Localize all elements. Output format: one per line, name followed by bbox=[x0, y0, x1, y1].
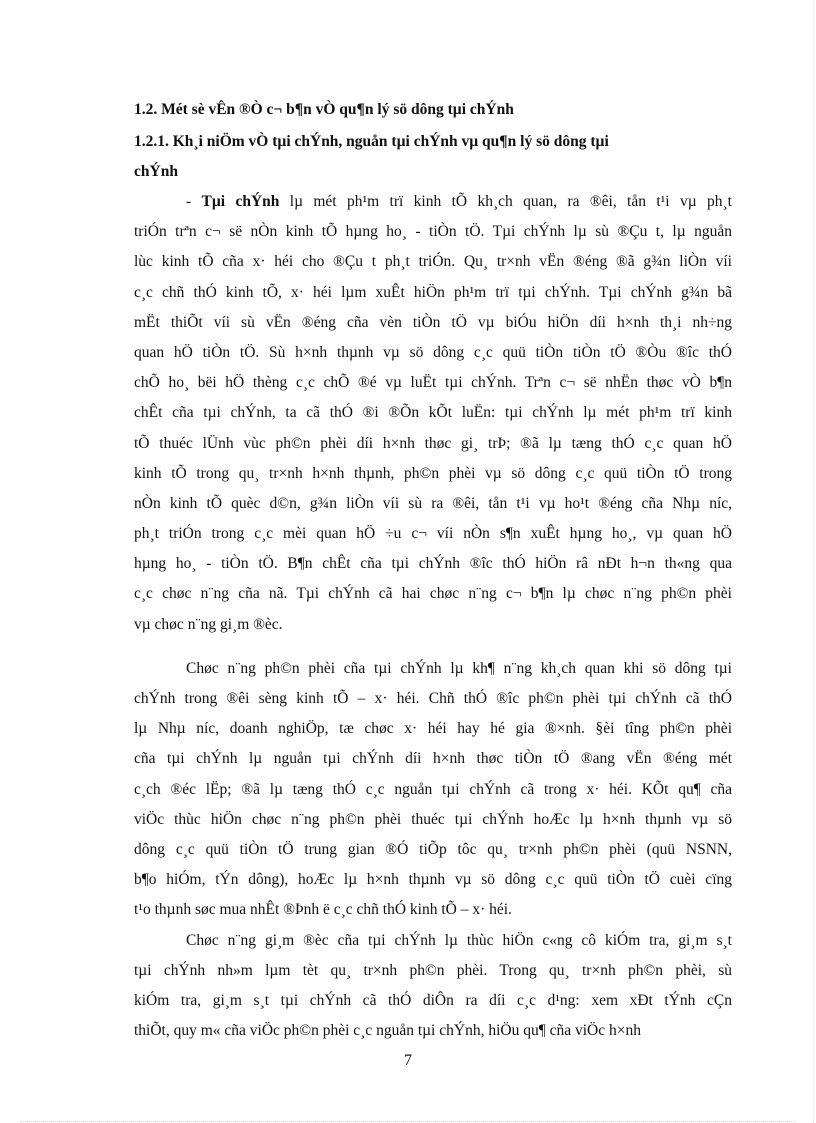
line-text: cña tµi chÝnh lµ nguån tµi chÝnh díi h×nh thøc tiÒn tÖ ®ang vËn ®éng mét bbox=[134, 750, 732, 768]
line-text: dông c¸c quü tiÒn tÖ trung gian ®Ó tiÕp tôc qu¸ tr×nh ph©n phèi (quü NSNN, bbox=[134, 840, 732, 858]
heading-1-2: 1.2. Mét sè vÊn ®Ò c¬ b¶n vÒ qu¶n lý sö dông tµi chÝnh bbox=[134, 101, 514, 118]
text-line bbox=[134, 744, 732, 774]
text-line bbox=[134, 549, 732, 579]
text-line bbox=[134, 368, 732, 398]
text-line bbox=[134, 398, 732, 428]
text-line bbox=[134, 684, 732, 714]
line-text: Chøc n¨ng gi¸m ®èc cña tµi chÝnh lµ thùc hiÖn c«ng cô kiÓm tra, gi¸m s¸t bbox=[186, 931, 732, 949]
paragraph-finance-definition bbox=[134, 187, 732, 640]
text-line bbox=[134, 714, 732, 744]
line-text: chÝnh trong ®êi sèng kinh tÕ – x· héi. Chñ thÓ ®îc ph©n phèi tµi chÝnh cã thÓ bbox=[134, 690, 732, 707]
text-line bbox=[134, 926, 732, 956]
line-text: lµ mét ph¹m trï kinh tÕ kh¸ch quan, ra ®êi, tån t¹i vµ ph¸t bbox=[279, 193, 732, 210]
text-line bbox=[134, 247, 732, 277]
line-text: hµng ho¸ - tiÒn tÖ. B¶n chÊt cña tµi chÝnh ®îc thÓ hiÖn râ nÐt h¬n th«ng qua bbox=[134, 555, 732, 573]
line-text: vµ chøc n¨ng gi¸m ®èc. bbox=[134, 615, 283, 633]
paragraph-dash: - bbox=[186, 193, 202, 210]
text-line bbox=[134, 429, 732, 459]
paragraph-distribution-function bbox=[134, 654, 732, 926]
line-text: ph¸t triÓn trong c¸c mèi quan hÖ ÷u c¬ víi nÒn s¶n xuÊt hµng ho¸, vµ quan hÖ bbox=[134, 525, 732, 543]
term-finance: Tµi chÝnh bbox=[201, 193, 280, 210]
line-text: c¸c chøc n¨ng cña nã. Tµi chÝnh cã hai chøc n¨ng c¬ b¶n lµ chøc n¨ng ph©n phèi bbox=[134, 585, 732, 603]
text-line bbox=[134, 1016, 732, 1046]
text-line bbox=[134, 775, 732, 805]
line-text: kinh tÕ trong qu¸ tr×nh h×nh thµnh, ph©n phèi vµ sö dông c¸c quü tiÒn tÖ trong bbox=[134, 464, 732, 482]
line-text: nÒn kinh tÕ quèc d©n, g¾n liÒn víi sù ra ®êi, tån t¹i vµ ho¹t ®éng cña Nhµ níc, bbox=[134, 494, 732, 512]
line-text: c¸ch ®éc lËp; ®ã lµ tæng thÓ c¸c nguån tµi chÝnh cã trong x· héi. KÕt qu¶ cña bbox=[134, 780, 732, 798]
line-text: viÖc thùc hiÖn chøc n¨ng ph©n phèi thuéc tµi chÝnh hoÆc lµ h×nh thµnh vµ sö bbox=[134, 810, 732, 828]
paragraph-supervision-function bbox=[134, 926, 732, 1047]
text-line bbox=[134, 217, 732, 247]
text-line bbox=[134, 338, 732, 368]
text-line bbox=[134, 865, 732, 895]
line-text: kiÓm tra, gi¸m s¸t tµi chÝnh cã thÓ diÔn ra díi c¸c d¹ng: xem xÐt tÝnh cÇn bbox=[134, 991, 732, 1009]
line-text: tÕ thuéc lÜnh vùc ph©n phèi díi h×nh thøc gi¸ trÞ; ®ã lµ tæng thÓ c¸c quan hÖ bbox=[134, 434, 732, 452]
text-line bbox=[134, 835, 732, 865]
line-text: triÓn trªn c¬ së nÒn kinh tÕ hµng ho¸ - tiÒn tÖ. Tµi chÝnh lµ sù ®Çu t, lµ nguån bbox=[134, 223, 732, 241]
text-line bbox=[134, 956, 732, 986]
text-line bbox=[134, 654, 732, 684]
text-line bbox=[134, 519, 732, 549]
heading-1-2-1-line-2: chÝnh bbox=[134, 163, 178, 180]
line-text: chÕ ho¸ bëi hÖ thèng c¸c chÕ ®é vµ luËt tµi chÝnh. Trªn c¬ së nhËn thøc vÒ b¶n bbox=[134, 374, 732, 392]
page-number: 7 bbox=[404, 1052, 412, 1069]
line-text: b¶o hiÓm, tÝn dông), hoÆc lµ h×nh thµnh vµ sö dông c¸c quü tiÒn tÖ cuèi cïng bbox=[134, 871, 732, 889]
line-text: quan hÖ tiÒn tÖ. Sù h×nh thµnh vµ sö dông c¸c quü tiÒn tiÒn tÖ ®Òu ®îc thÓ bbox=[134, 343, 732, 361]
line-text: lµ Nhµ níc, doanh nghiÖp, tæ chøc x· héi hay hé gia ®×nh. §èi tîng ph©n phèi bbox=[134, 720, 732, 738]
text-line bbox=[134, 459, 732, 489]
page-right-border bbox=[813, 0, 814, 1123]
text-line bbox=[134, 489, 732, 519]
page-bottom-border bbox=[20, 1121, 796, 1122]
line-text: lùc kinh tÕ cña x· héi cho ®Çu t ph¸t triÓn. Qu¸ tr×nh vËn ®éng ®ã g¾n liÒn víi bbox=[134, 253, 732, 271]
text-line bbox=[134, 278, 732, 308]
text-line bbox=[134, 895, 732, 925]
text-line bbox=[134, 986, 732, 1016]
line-text: t¹o thµnh søc mua nhÊt ®Þnh ë c¸c chñ thÓ kinh tÕ – x· héi. bbox=[134, 901, 512, 919]
text-line bbox=[134, 805, 732, 835]
line-text: c¸c chñ thÓ kinh tÕ, x· héi lµm xuÊt hiÖn ph¹m trï tµi chÝnh. Tµi chÝnh g¾n bã bbox=[134, 283, 732, 301]
line-text: Chøc n¨ng ph©n phèi cña tµi chÝnh lµ kh¶ n¨ng kh¸ch quan khi sö dông tµi bbox=[186, 659, 732, 677]
text-line bbox=[134, 610, 732, 640]
text-body bbox=[134, 95, 732, 1046]
text-line bbox=[134, 579, 732, 609]
heading-1-2-1-line-1: 1.2.1. Kh¸i niÖm vÒ tµi chÝnh, nguån tµi chÝnh vµ qu¶n lý sö dông tµi bbox=[134, 133, 609, 150]
line-text: mËt thiÕt víi sù vËn ®éng cña vèn tiÒn tÖ vµ biÓu hiÖn díi h×nh th¸i nh÷ng bbox=[134, 313, 732, 331]
text-line bbox=[134, 308, 732, 338]
text-line bbox=[134, 187, 732, 217]
line-text: tµi chÝnh nh»m lµm tèt qu¸ tr×nh ph©n phèi. Trong qu¸ tr×nh ph©n phèi, sù bbox=[134, 961, 732, 979]
line-text: chÊt cña tµi chÝnh, ta cã thÓ ®i ®Õn kÕt luËn: tµi chÝnh lµ mét ph¹m trï kinh bbox=[134, 404, 732, 422]
line-text: thiÕt, quy m« cña viÖc ph©n phèi c¸c nguån tµi chÝnh, hiÖu qu¶ cña viÖc h×nh bbox=[134, 1022, 641, 1040]
